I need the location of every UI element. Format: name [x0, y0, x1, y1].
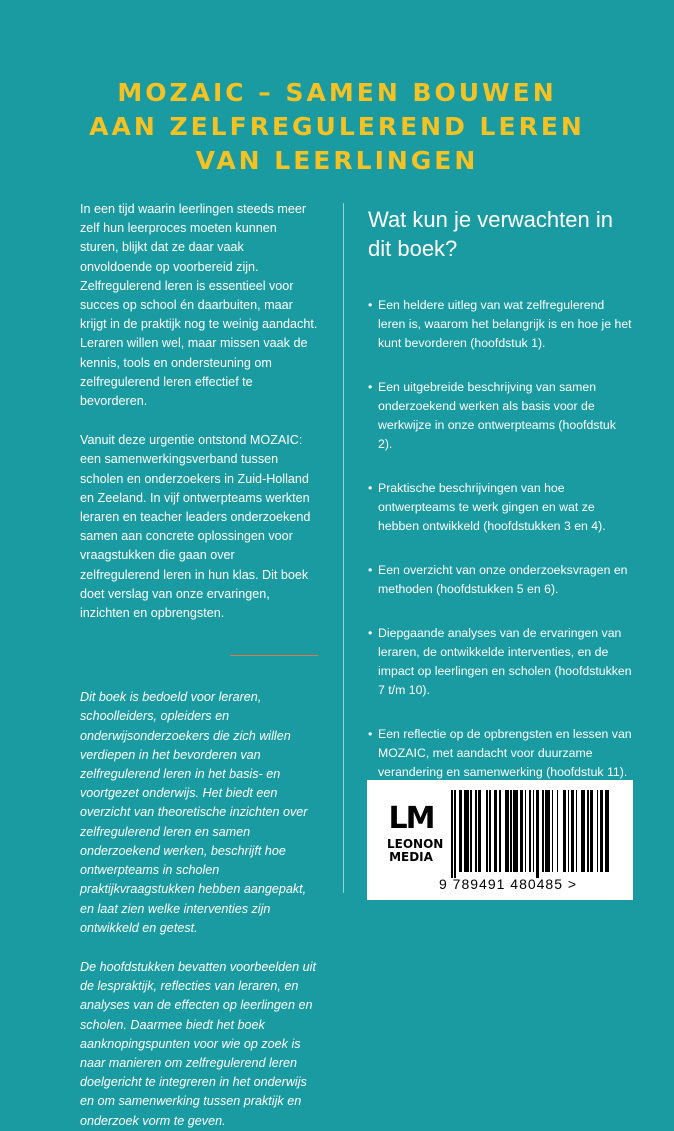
barcode-bar — [454, 790, 456, 878]
list-item-text: Een overzicht van onze onderzoeksvragen en methoden (hoofdstukken 5 en 6). — [378, 563, 628, 596]
barcode-bar — [576, 790, 578, 872]
bullet-icon: • — [368, 481, 373, 495]
barcode-bar — [478, 790, 481, 872]
audience-paragraph-2: De hoofdstukken bevatten voorbeelden uit de lespraktijk, reflecties van leraren, en analyses van de effecten op leerlingen en scholen. Daarmee biedt het boek aanknopingspunten voor wie op zoek is naar manieren om zelfregulerend leren doelgericht te integreren in het onderwijs en om samenwerking tussen praktijk en onderzoek vorm te geven. — [80, 959, 316, 1128]
book-title — [0, 76, 674, 178]
barcode-bar — [470, 790, 472, 872]
barcode-bar — [475, 790, 477, 872]
title-line-2: AAN ZELFREGULEREND LEREN — [89, 112, 585, 141]
list-item-text: Diepgaande analyses van de ervaringen van leraren, de ontwikkelde interventies, en de impact op leerlingen en scholen (hoofdstukken 7 t/m 10). — [378, 626, 632, 697]
barcode-bar — [587, 790, 589, 872]
barcode-bar — [525, 790, 527, 872]
barcode-bar — [464, 790, 469, 872]
barcode-bar — [571, 790, 574, 872]
list-item — [368, 624, 632, 700]
question-heading: Wat kun je verwachten in dit boek? — [368, 207, 613, 261]
barcode-bar — [533, 790, 535, 872]
publisher-logo — [387, 801, 444, 864]
barcode-bar — [489, 790, 491, 872]
barcode-bar — [510, 790, 512, 872]
barcode-bar — [451, 790, 453, 878]
barcode-bar — [545, 790, 550, 872]
list-item — [368, 561, 632, 599]
bullet-icon: • — [368, 727, 373, 741]
title-line-1: MOZAIC – SAMEN BOUWEN — [117, 78, 557, 107]
contents-list — [368, 296, 632, 782]
barcode-bar — [557, 790, 559, 872]
barcode-bar — [605, 790, 610, 872]
barcode-bar — [494, 790, 497, 872]
barcode-panel — [367, 780, 633, 900]
audience-paragraph-1: Dit boek is bedoeld voor leraren, schoolleiders, opleiders en onderwijsonderzoekers die zich willen verdiepen in het bevorderen van zelfregulerend leren in het basis- en voortgezet onderwijs. Het biedt een overzicht van theoretische inzichten over zelfregulerend leren en samen onderzoekend werken, beschrijft hoe ontwerpteams in scholen praktijkvraagstukken hebben aangepakt, en laat zien welke interventies zijn ontwikkeld en getest. — [80, 690, 308, 935]
list-item-text: Een heldere uitleg van wat zelfregulerend leren is, waarom het belangrijk is en hoe je het kunt bevorderen (hoofdstuk 1). — [378, 298, 632, 350]
barcode-bar — [536, 790, 539, 878]
bullet-icon: • — [368, 380, 373, 394]
right-column — [368, 205, 632, 782]
barcode-bar — [597, 790, 599, 872]
audience-section — [80, 688, 318, 1130]
title-line-3: VAN LEERLINGEN — [195, 146, 479, 175]
isbn-number: 9 789491 480485 > — [439, 876, 578, 892]
barcode-bar — [505, 790, 508, 872]
bullet-icon: • — [368, 298, 373, 312]
column-separator — [343, 203, 344, 893]
publisher-name-line-1: LEONON — [387, 837, 444, 851]
barcode-bar — [459, 790, 462, 872]
barcode-bar — [542, 790, 544, 872]
intro-paragraph-1: In een tijd waarin leerlingen steeds meer zelf hun leerproces moeten kunnen sturen, blijkt dat ze daar vaak onvoldoende op voorbereid zijn. Zelfregulerend leren is essentieel voor succes op school én daarbuiten, maar krijgt in de praktijk nog te weinig aandacht. Leraren willen wel, maar missen vaak de kennis, tools en ondersteuning om zelfregulerend leren effectief te bevorderen. — [80, 202, 318, 409]
list-item — [368, 479, 632, 536]
barcode-bar — [590, 790, 593, 872]
barcode-bar — [486, 790, 488, 872]
barcode-bar — [581, 790, 586, 872]
barcode-bar — [563, 790, 566, 872]
list-item-text: Praktische beschrijvingen van hoe ontwerpteams te werk gingen en wat ze hebben ontwikkeld (hoofdstukken 3 en 4). — [378, 481, 606, 533]
publisher-name-line-2: MEDIA — [389, 850, 433, 864]
bullet-icon: • — [368, 626, 373, 640]
barcode-bar — [600, 790, 603, 872]
barcode-bar — [529, 790, 531, 872]
intro-paragraph-2: Vanuit deze urgentie ontstond MOZAIC: een samenwerkingsverband tussen scholen en onderzoekers in Zuid-Holland en Zeeland. In vijf ontwerpteams werkten leraren en teacher leaders onderzoekend samen aan concrete oplossingen voor vraagstukken die gaan over zelfregulerend leren in hun klas. Dit boek doet verslag van onze ervaringen, inzichten en opbrengsten. — [80, 433, 311, 621]
list-item-text: Een reflectie op de opbrengsten en lessen van MOZAIC, met aandacht voor duurzame verandering en samenwerking (hoofdstuk 11). — [378, 727, 632, 779]
list-item — [368, 296, 632, 353]
barcode-bar — [552, 790, 554, 872]
publisher-mark: LM — [388, 801, 434, 836]
orange-divider — [230, 655, 318, 656]
barcode-icon — [451, 790, 611, 872]
list-item — [368, 725, 632, 782]
list-item-text: Een uitgebreide beschrijving van samen onderzoekend werken als basis voor de werkwijze in onze ontwerpteams (hoofdstuk 2). — [378, 380, 616, 451]
barcode-bar — [568, 790, 570, 872]
barcode-bar — [499, 790, 501, 872]
bullet-icon: • — [368, 563, 373, 577]
list-item — [368, 378, 632, 454]
barcode-bar — [513, 790, 518, 872]
left-column — [80, 200, 318, 1131]
barcode-bar — [520, 790, 523, 872]
